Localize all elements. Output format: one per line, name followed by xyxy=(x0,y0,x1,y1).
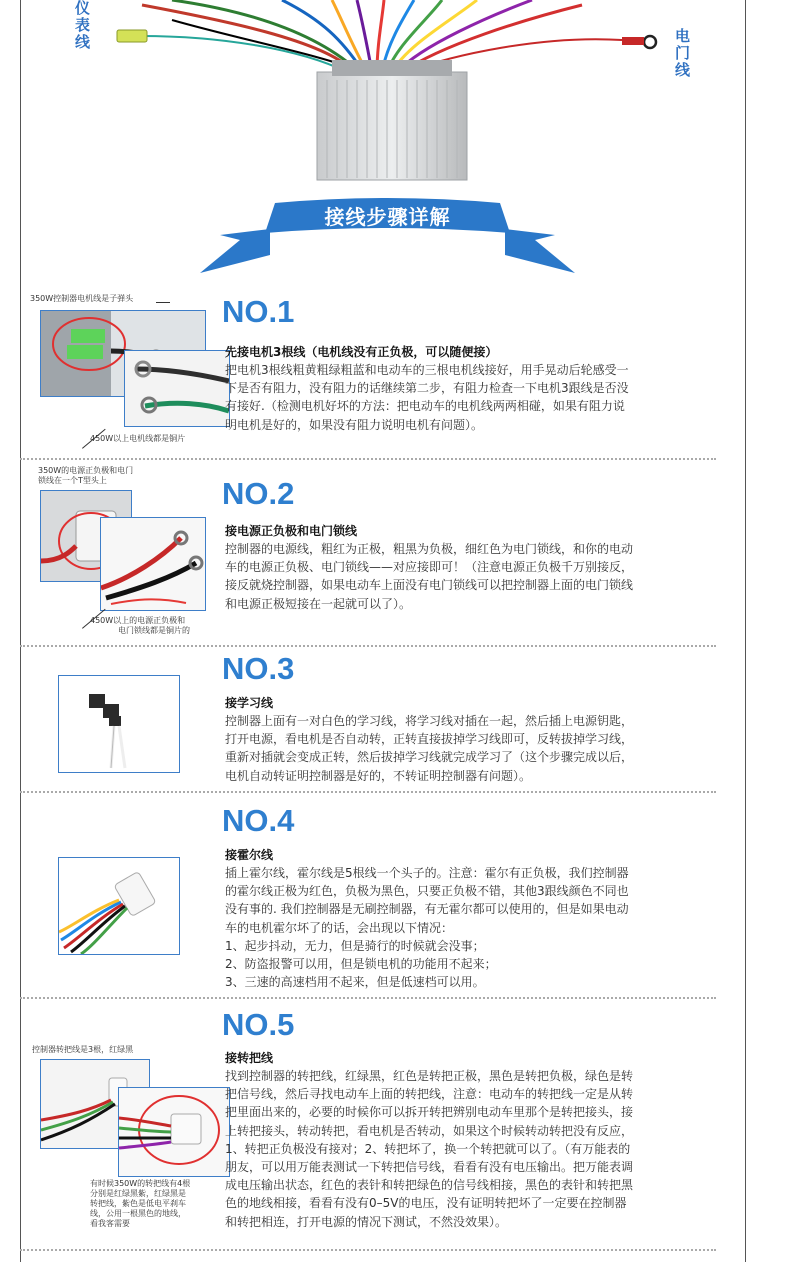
section-divider xyxy=(20,791,716,793)
banner-title: 接线步骤详解 xyxy=(324,205,451,229)
step-4-line: 1、起步抖动，无力，但是骑行的时候就会没事； xyxy=(225,938,485,953)
step-5-caption-line: 转把线，紫色是低电平刹车 xyxy=(90,1199,186,1208)
step-2-image-2 xyxy=(100,517,206,611)
step-3-section xyxy=(22,649,744,789)
step-4-line: 3、三速的高速档用不起来，但是低速档可以用。 xyxy=(225,975,485,990)
step-5-line: 把信号线，然后寻找电动车上面的转把线，注意：电动车的转把线一定是从转 xyxy=(225,1087,634,1102)
step-4-line: 插上霍尔线，霍尔线是5根线一个头子的。注意：霍尔有正负极，我们控制器 xyxy=(225,866,629,880)
step-5-line: 朋友，可以用万能表测试一下转把信号线，看看有没有电压输出。把万能表调 xyxy=(225,1160,634,1175)
step-5-line: 和转把相连，打开电源的情况下测试，不然没效果）。 xyxy=(225,1214,508,1229)
step-4-line: 的霍尔线正极为红色，负极为黑色，只要正负极不错，其他3跟线颜色不同也 xyxy=(225,884,629,899)
step-5-line: 把里面出来的，必要的时候你可以拆开转把辨别电动车里那个是转把接头，接 xyxy=(225,1105,634,1120)
step-3-line: 重新对插就会变成正转，然后拔掉学习线就完成学习了（这个步骤完成以后， xyxy=(225,750,634,765)
step-1-line: 把电机3根线粗黄粗绿粗蓝和电动车的三根电机线接好，用手晃动后轮感受一 xyxy=(225,363,629,377)
step-1-caption-bottom: 450W以上电机线都是铜片 xyxy=(90,434,186,443)
step-2-heading: 接电源正负极和电门锁线 xyxy=(225,524,358,538)
step-3-line: 打开电源，看电机是否自动转，正转直接拔掉学习线即可，反转拔掉学习线， xyxy=(225,732,634,747)
copper-terminal-photo xyxy=(125,351,229,426)
step-2-caption-top-1: 350W的电源正负极和电门 xyxy=(38,466,134,475)
lock-wire-label: 电门线 xyxy=(673,28,691,79)
step-2-caption-bottom-2: 电门锁线都是铜片的 xyxy=(118,626,190,635)
step-5-caption-bottom xyxy=(90,1179,190,1229)
step-1-line: 明电机是好的，如果没有阻力说明电机有问题）。 xyxy=(225,417,484,432)
step-3-body xyxy=(225,712,703,785)
step-5-heading: 接转把线 xyxy=(225,1051,274,1065)
step-3-image xyxy=(58,675,180,773)
step-1-number: NO.1 xyxy=(222,294,295,329)
step-5-body xyxy=(225,1067,703,1231)
step-1-heading: 先接电机3根线（电机线没有正负极，可以随便接） xyxy=(225,345,498,359)
step-2-line: 和电源正极短接在一起就可以了）。 xyxy=(225,596,412,611)
learning-wire-photo xyxy=(59,676,179,772)
step-5-caption-line: 分别是红绿黑紫，红绿黑是 xyxy=(90,1189,186,1198)
step-2-line: 接反就烧控制器，如果电动车上面没有电门锁线可以把控制器上面的电门锁线 xyxy=(225,578,634,593)
step-5-caption-top: 控制器转把线是3根，红绿黑 xyxy=(32,1045,134,1054)
controller-illustration xyxy=(22,0,744,185)
page-frame-right xyxy=(745,0,746,1262)
step-4-section xyxy=(22,795,744,995)
step-4-line: 车的电机霍尔坏了的话，会出现以下情况： xyxy=(225,920,454,935)
step-5-section xyxy=(22,1001,744,1256)
controller-hero-image xyxy=(22,0,744,185)
step-2-caption-bottom-1: 450W以上的电源正负极和 xyxy=(90,616,186,625)
section-divider xyxy=(20,645,716,647)
step-5-caption-line: 线，公用一根黑色的地线， xyxy=(90,1209,186,1218)
step-4-body xyxy=(225,864,703,991)
step-1-line: 下是否有阻力，没有阻力的话继续第二步，有阻力检查一下电机3跟线是否没 xyxy=(225,381,629,396)
step-2-caption-top-2: 锁线在一个T型头上 xyxy=(38,476,107,485)
step-1-caption-top: 350W控制器电机线是子弹头 xyxy=(30,294,134,303)
step-4-line: 没有事的. 我们控制器是无刷控制器，有无霍尔都可以使用的，但是如果电动 xyxy=(225,902,629,917)
step-4-line: 2、防盗报警可以用，但是锁电机的功能用不起来； xyxy=(225,957,497,972)
step-5-line: 成电压输出状态，红色的表针和转把绿色的信号线相接，黑色的表针和转把黑 xyxy=(225,1178,634,1193)
step-2-number: NO.2 xyxy=(222,476,295,511)
step-1-image-2 xyxy=(124,350,230,427)
throttle-connector-photo xyxy=(119,1088,229,1176)
step-2-section xyxy=(22,462,744,642)
step-4-number: NO.4 xyxy=(222,803,295,838)
step-2-line: 控制器的电源线，粗红为正极，粗黑为负极，细红色为电门锁线，和你的电动 xyxy=(225,542,634,556)
step-5-number: NO.5 xyxy=(222,1007,295,1042)
step-4-heading: 接霍尔线 xyxy=(225,848,274,862)
step-1-section xyxy=(22,288,744,458)
step-4-image xyxy=(58,857,180,955)
meter-wire-label: 仪表线 xyxy=(73,0,91,51)
page-frame-left xyxy=(20,0,21,1262)
step-1-line: 有接好.（检测电机好坏的方法：把电动车的电机线两两相碰，如果有阻力说 xyxy=(225,399,625,414)
step-2-line: 车的电源正负极、电门锁线——对应接即可！（注意电源正负极千万别接反， xyxy=(225,560,634,575)
hall-wire-photo xyxy=(59,858,179,954)
section-divider xyxy=(20,458,716,460)
step-3-line: 控制器上面有一对白色的学习线，将学习线对插在一起，然后插上电源钥匙， xyxy=(225,714,634,728)
power-terminal-photo xyxy=(101,518,205,610)
step-3-number: NO.3 xyxy=(222,651,295,686)
section-divider xyxy=(20,1249,716,1251)
step-1-body xyxy=(225,361,703,434)
step-5-caption-line: 有时候350W的转把线有4根 xyxy=(90,1179,191,1188)
step-5-image-2 xyxy=(118,1087,230,1177)
step-5-caption-line: 看我客需要 xyxy=(90,1219,130,1228)
step-5-line: 找到控制器的转把线，红绿黑，红色是转把正极，黑色是转把负极，绿色是转 xyxy=(225,1069,634,1083)
step-5-line: 上转把接头，转动转把，看电机是否转动，如果这个时候转动转把没有反应， xyxy=(225,1123,634,1138)
section-divider xyxy=(20,997,716,999)
section-banner xyxy=(200,195,575,275)
step-5-line: 1、转把正负极没有接对；2、转把坏了，换一个转把就可以了。（有万能表的 xyxy=(225,1141,631,1156)
step-5-line: 色的地线相接，看看有没有0–5V的电压，没有证明转把坏了一定要在控制器 xyxy=(225,1196,627,1211)
step-3-line: 电机自动转证明控制器是好的，不转证明控制器有问题）。 xyxy=(225,768,532,783)
step-3-heading: 接学习线 xyxy=(225,696,274,710)
step-2-body xyxy=(225,540,703,613)
